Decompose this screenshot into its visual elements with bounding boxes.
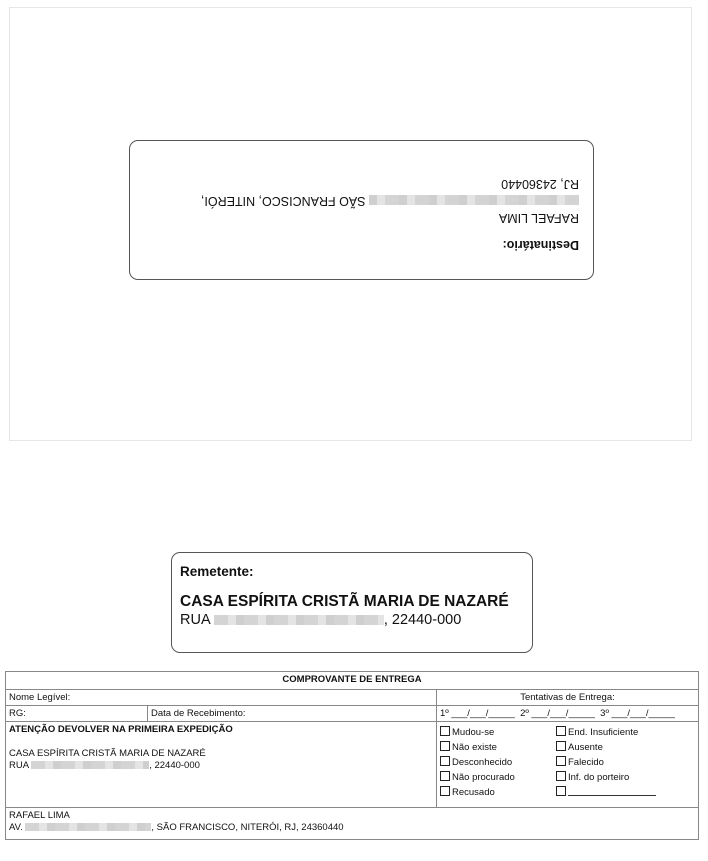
- checkbox-icon: [556, 771, 566, 781]
- checkbox-icon: [440, 741, 450, 751]
- destinatario-city: RJ, 24360440: [501, 177, 579, 191]
- envelope-panel: [9, 7, 692, 441]
- attempt-1: 1º ___/___/_____: [440, 708, 515, 719]
- sender-address-prefix: RUA: [9, 760, 29, 771]
- atencao-label: ATENÇÃO DEVOLVER NA PRIMEIRA EXPEDIÇÃO: [9, 724, 233, 735]
- attempt-2: 2º ___/___/_____: [520, 708, 595, 719]
- checkbox-icon: [440, 726, 450, 736]
- rg-label: RG:: [6, 706, 148, 722]
- option-inf-porteiro[interactable]: Inf. do porteiro: [556, 771, 676, 783]
- destinatario-address: [130, 192, 579, 209]
- remetente-name: CASA ESPÍRITA CRISTÃ MARIA DE NAZARÉ: [180, 593, 509, 610]
- other-line: [568, 795, 656, 796]
- data-recebimento-label: Data de Recebimento:: [148, 706, 437, 722]
- destinatario-name: RAFAEL LIMA: [498, 211, 579, 225]
- remetente-address-suffix: , 22440-000: [383, 612, 462, 628]
- tentativas-label: Tentativas de Entrega:: [437, 690, 699, 706]
- recipient-block: [6, 808, 699, 840]
- remetente-box: [171, 552, 533, 653]
- checkbox-icon: [556, 726, 566, 736]
- checkbox-icon: [440, 756, 450, 766]
- redacted-address: [31, 761, 149, 769]
- attempts-row: [437, 706, 699, 722]
- destinatario-box: [129, 140, 594, 280]
- checkbox-icon: [440, 771, 450, 781]
- recipient-address-suffix: , SÃO FRANCISCO, NITERÓI, RJ, 24360440: [151, 822, 344, 833]
- redacted-address: [25, 823, 151, 831]
- option-recusado[interactable]: Recusado: [440, 786, 556, 798]
- remetente-address: [180, 611, 532, 629]
- recipient-address-prefix: AV.: [9, 822, 23, 833]
- sender-block: [6, 722, 437, 808]
- option-ausente[interactable]: Ausente: [556, 741, 676, 753]
- option-nao-procurado[interactable]: Não procurado: [440, 771, 556, 783]
- remetente-address-prefix: RUA: [180, 612, 210, 628]
- comprovante-table: [5, 671, 699, 840]
- return-reasons: [437, 722, 699, 808]
- option-mudou-se[interactable]: Mudou-se: [440, 726, 556, 738]
- destinatario-label: Destinatário:: [502, 238, 579, 252]
- option-falecido[interactable]: Falecido: [556, 756, 676, 768]
- attempt-3: 3º ___/___/_____: [600, 708, 675, 719]
- option-nao-existe[interactable]: Não existe: [440, 741, 556, 753]
- sender-address-suffix: , 22440-000: [149, 760, 200, 771]
- option-desconhecido[interactable]: Desconhecido: [440, 756, 556, 768]
- sender-address: [9, 760, 433, 772]
- sender-name: CASA ESPÍRITA CRISTÃ MARIA DE NAZARÉ: [9, 748, 206, 759]
- destinatario-address-suffix: SÃO FRANCISCO, NITERÓI,: [200, 194, 366, 208]
- option-other[interactable]: [556, 786, 676, 798]
- checkbox-icon: [556, 756, 566, 766]
- redacted-address: [214, 615, 384, 625]
- checkbox-icon: [556, 741, 566, 751]
- checkbox-icon: [440, 786, 450, 796]
- recipient-name: RAFAEL LIMA: [9, 810, 70, 821]
- destinatario-content: [130, 141, 593, 279]
- recipient-address: [9, 822, 695, 834]
- remetente-label: Remetente:: [180, 564, 254, 579]
- checkbox-icon: [556, 786, 566, 796]
- comprovante-title: COMPROVANTE DE ENTREGA: [6, 672, 699, 690]
- nome-legivel-label: Nome Legível:: [6, 690, 437, 706]
- redacted-address: [369, 195, 579, 205]
- option-end-insuficiente[interactable]: End. Insuficiente: [556, 726, 676, 738]
